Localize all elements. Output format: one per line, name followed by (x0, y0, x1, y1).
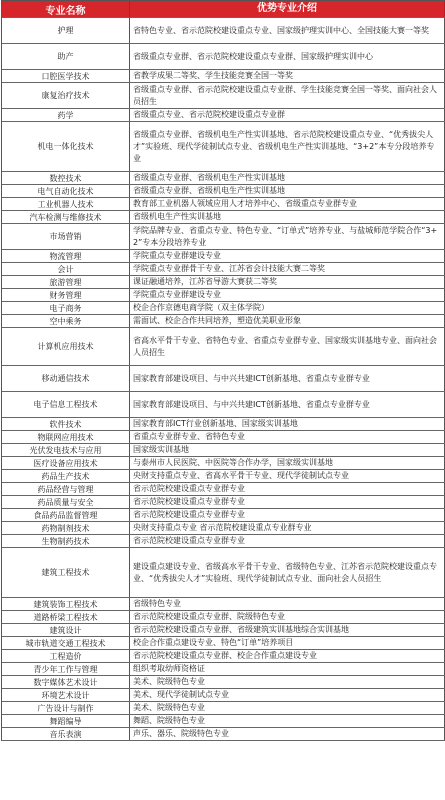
table-row (2, 18, 445, 44)
major-intro-cell (130, 650, 445, 662)
major-intro: 省级重点专业、省示范院校建设重点专业群 (133, 110, 285, 119)
major-intro: 国家级实训基地 (133, 445, 189, 454)
major-name: 空中乘务 (2, 315, 130, 327)
major-intro-cell (130, 328, 445, 365)
table-body (2, 18, 445, 741)
major-intro-cell (130, 83, 445, 108)
major-intro: 省示范院校建设重点专业群、院级特色专业 (133, 612, 285, 621)
major-intro: 学院品牌专业、省重点专业、特色专业、“订单式”培养专业、与盐城师范学院合作“3+2”专本分段培养专业 (133, 225, 438, 247)
major-intro: 国家教育部ICT行业创新基地、国家级实训基地 (133, 419, 298, 428)
table-row (2, 470, 445, 483)
major-intro-cell (130, 509, 445, 521)
table-row (2, 624, 445, 637)
major-name: 青少年工作与管理 (2, 663, 130, 675)
table-row (2, 328, 445, 366)
major-name: 工业机器人技术 (2, 198, 130, 210)
table-row (2, 198, 445, 211)
major-intro: 省级重点专业群、省级机电生产性实训基地、省示范院校建设重点专业、“优秀拔尖人才”实验班、现代学徒制试点专业、省级机电生产性实训基地、“3+2”本专分段培养专业 (133, 129, 435, 163)
major-intro: 教育部工业机器人领域应用人才培养中心、省级重点专业群专业 (133, 199, 357, 208)
major-intro: 组织考取幼师资格证 (133, 664, 205, 673)
major-name: 康复治疗技术 (2, 83, 130, 108)
major-intro-cell (130, 535, 445, 547)
table-row (2, 392, 445, 418)
major-intro-cell (130, 392, 445, 417)
major-name: 移动通信技术 (2, 366, 130, 391)
major-name: 生物制药技术 (2, 535, 130, 547)
major-intro-cell (130, 676, 445, 688)
major-intro: 省级重点专业群、省示范院校建设重点专业群、学生技能竞赛全国一等奖、面向社会人员招生 (133, 84, 437, 106)
major-intro: 省级机电生产性实训基地 (133, 212, 221, 221)
major-intro-cell (130, 276, 445, 288)
major-name: 口腔医学技术 (2, 70, 130, 82)
major-intro: 省级重点专业群、省示范院校建设重点专业群、国家级护理实训中心 (133, 51, 373, 61)
major-intro-cell (130, 548, 445, 597)
table-row (2, 44, 445, 70)
major-name: 环境艺术设计 (2, 689, 130, 701)
major-intro-cell (130, 611, 445, 623)
major-intro: 校企合作京德电商学院（双主体学院） (133, 303, 269, 312)
major-intro-cell (130, 302, 445, 314)
major-intro: 国家教育部建设项目、与中兴共建ICT创新基地、省重点专业群专业 (133, 373, 370, 383)
major-name: 建筑工程技术 (2, 548, 130, 597)
table-row (2, 302, 445, 315)
major-name: 数字媒体艺术设计 (2, 676, 130, 688)
table-header-row (2, 1, 445, 18)
major-name: 机电一体化技术 (2, 122, 130, 171)
major-intro: 省示范院校建设重点专业群专业 (133, 510, 245, 519)
major-intro-cell (130, 250, 445, 262)
major-name: 药物制剂技术 (2, 522, 130, 534)
major-intro-cell (130, 598, 445, 610)
major-name: 建筑装饰工程技术 (2, 598, 130, 610)
major-name: 数控技术 (2, 172, 130, 184)
major-intro: 舞蹈、院级特色专业 (133, 716, 205, 725)
major-intro: 省级重点专业群、省级机电生产性实训基地 (133, 173, 285, 182)
major-intro-cell (130, 483, 445, 495)
table-row (2, 663, 445, 676)
major-intro-cell (130, 185, 445, 197)
major-intro: 央财支持重点专业 省示范院校建设重点专业群专业 (133, 523, 312, 532)
table-row (2, 715, 445, 728)
major-intro: 省级特色专业 (133, 599, 181, 608)
table-row (2, 457, 445, 470)
major-intro: 美术、院级特色专业 (133, 677, 205, 686)
major-intro: 美术、院级特色专业 (133, 703, 205, 712)
major-intro-cell (130, 689, 445, 701)
major-intro: 学院重点专业群建设专业 (133, 251, 221, 260)
major-intro-cell (130, 663, 445, 675)
major-intro-cell (130, 172, 445, 184)
major-name: 助产 (2, 44, 130, 69)
major-intro: 省示范院校建设重点专业群、省级建筑实训基地综合实训基地 (133, 625, 349, 634)
major-name: 物联网应用技术 (2, 431, 130, 443)
major-intro: 声乐、器乐、院级特色专业 (133, 729, 229, 738)
major-name: 光伏发电技术与应用 (2, 444, 130, 456)
table-row (2, 289, 445, 302)
major-name: 医疗设备应用技术 (2, 457, 130, 469)
major-intro-cell (130, 211, 445, 223)
major-name: 药品生产技术 (2, 470, 130, 482)
major-intro: 省教学成果二等奖、学生技能竞赛全国一等奖 (133, 71, 293, 80)
table-row (2, 522, 445, 535)
table-row (2, 276, 445, 289)
major-intro-cell (130, 431, 445, 443)
major-name: 建筑设计 (2, 624, 130, 636)
table-row (2, 122, 445, 172)
table-row (2, 650, 445, 663)
major-intro-cell (130, 289, 445, 301)
major-intro: 学院重点专业群建设专业 (133, 290, 221, 299)
table-row (2, 224, 445, 250)
table-row (2, 611, 445, 624)
major-name: 广告设计与制作 (2, 702, 130, 714)
major-name: 电子信息工程技术 (2, 392, 130, 417)
major-intro: 省示范院校建设重点专业群专业 (133, 484, 245, 493)
table-row (2, 689, 445, 702)
table-row (2, 483, 445, 496)
major-intro: 省重点专业群专业、省特色专业 (133, 432, 245, 441)
major-intro-cell (130, 366, 445, 391)
major-intro-cell (130, 715, 445, 727)
header-major-name: 专业名称 (2, 1, 130, 17)
majors-table (1, 0, 445, 741)
table-row (2, 702, 445, 715)
major-intro: 省示范院校建设重点专业群专业 (133, 497, 245, 506)
header-major-intro: 优势专业介绍 (130, 1, 445, 17)
major-name: 计算机应用技术 (2, 328, 130, 365)
major-intro: 国家教育部建设项目、与中兴共建ICT创新基地、省重点专业群专业 (133, 399, 370, 409)
major-name: 药品质量与安全 (2, 496, 130, 508)
table-row (2, 172, 445, 185)
major-intro-cell (130, 224, 445, 249)
major-intro: 与泰州市人民医院、中医院等合作办学，国家级实训基地 (133, 458, 333, 467)
table-row (2, 444, 445, 457)
table-row (2, 263, 445, 276)
major-intro-cell (130, 315, 445, 327)
major-intro-cell (130, 522, 445, 534)
table-row (2, 185, 445, 198)
major-name: 城市轨道交通工程技术 (2, 637, 130, 649)
table-row (2, 535, 445, 548)
major-name: 护理 (2, 18, 130, 43)
major-intro: 美术、现代学徒制试点专业 (133, 690, 229, 699)
table-row (2, 598, 445, 611)
major-intro: 央财支持重点专业、省高水平骨干专业、现代学徒制试点专业 (133, 471, 349, 480)
table-row (2, 70, 445, 83)
major-intro-cell (130, 470, 445, 482)
major-intro-cell (130, 418, 445, 430)
major-intro: 省示范院校建设重点专业群专业 (133, 536, 245, 545)
major-intro: 省特色专业、省示范院校建设重点专业、国家级护理实训中心、全国技能大赛一等奖 (133, 25, 429, 35)
major-intro-cell (130, 263, 445, 275)
major-intro-cell (130, 624, 445, 636)
table-row (2, 211, 445, 224)
major-name: 软件技术 (2, 418, 130, 430)
major-intro: 省高水平骨干专业、省特色专业、省重点专业群专业、国家级实训基地专业、面向社会人员招生 (133, 335, 437, 357)
table-row (2, 637, 445, 650)
major-intro: 需面试、校企合作共同培养，塑造优美职业形象 (133, 316, 301, 325)
major-name: 物流管理 (2, 250, 130, 262)
major-name: 电子商务 (2, 302, 130, 314)
major-intro-cell (130, 44, 445, 69)
major-name: 食品药品监督管理 (2, 509, 130, 521)
table-row (2, 548, 445, 598)
major-intro-cell (130, 18, 445, 43)
table-row (2, 83, 445, 109)
major-name: 汽车检测与维修技术 (2, 211, 130, 223)
major-name: 财务管理 (2, 289, 130, 301)
major-intro-cell (130, 444, 445, 456)
table-row (2, 418, 445, 431)
table-row (2, 366, 445, 392)
table-row (2, 496, 445, 509)
table-row (2, 315, 445, 328)
major-name: 市场营销 (2, 224, 130, 249)
major-intro-cell (130, 637, 445, 649)
major-intro-cell (130, 198, 445, 210)
major-name: 药品经营与管理 (2, 483, 130, 495)
major-name: 道路桥梁工程技术 (2, 611, 130, 623)
major-intro-cell (130, 457, 445, 469)
major-intro-cell (130, 728, 445, 740)
major-name: 会计 (2, 263, 130, 275)
table-row (2, 431, 445, 444)
major-name: 音乐表演 (2, 728, 130, 740)
table-row (2, 676, 445, 689)
major-intro: 省级重点专业群、省级机电生产性实训基地 (133, 186, 285, 195)
major-intro-cell (130, 496, 445, 508)
major-intro: 课证融通培养，江苏省导游大赛获二等奖 (133, 277, 277, 286)
major-name: 工程造价 (2, 650, 130, 662)
major-intro-cell (130, 70, 445, 82)
major-name: 舞蹈编导 (2, 715, 130, 727)
major-intro: 学院重点专业群骨干专业、江苏省会计技能大赛二等奖 (133, 264, 325, 273)
major-intro: 建设重点建设专业、省级高水平骨干专业、省级特色专业、江苏省示范院校建设重点专业、“优秀拔尖人才”实验班、现代学徒制试点专业、面向社会人员招生 (133, 561, 437, 583)
major-intro: 校企合作重点建设专业、特色“订单”培养项目 (133, 638, 294, 647)
major-name: 电气自动化技术 (2, 185, 130, 197)
table-row (2, 109, 445, 122)
major-intro: 省示范院校建设重点专业群、校企合作重点建设专业 (133, 651, 317, 660)
major-name: 旅游管理 (2, 276, 130, 288)
table-row (2, 250, 445, 263)
major-intro-cell (130, 702, 445, 714)
table-row (2, 509, 445, 522)
major-intro-cell (130, 109, 445, 121)
table-row (2, 728, 445, 741)
major-name: 药学 (2, 109, 130, 121)
major-intro-cell (130, 122, 445, 171)
